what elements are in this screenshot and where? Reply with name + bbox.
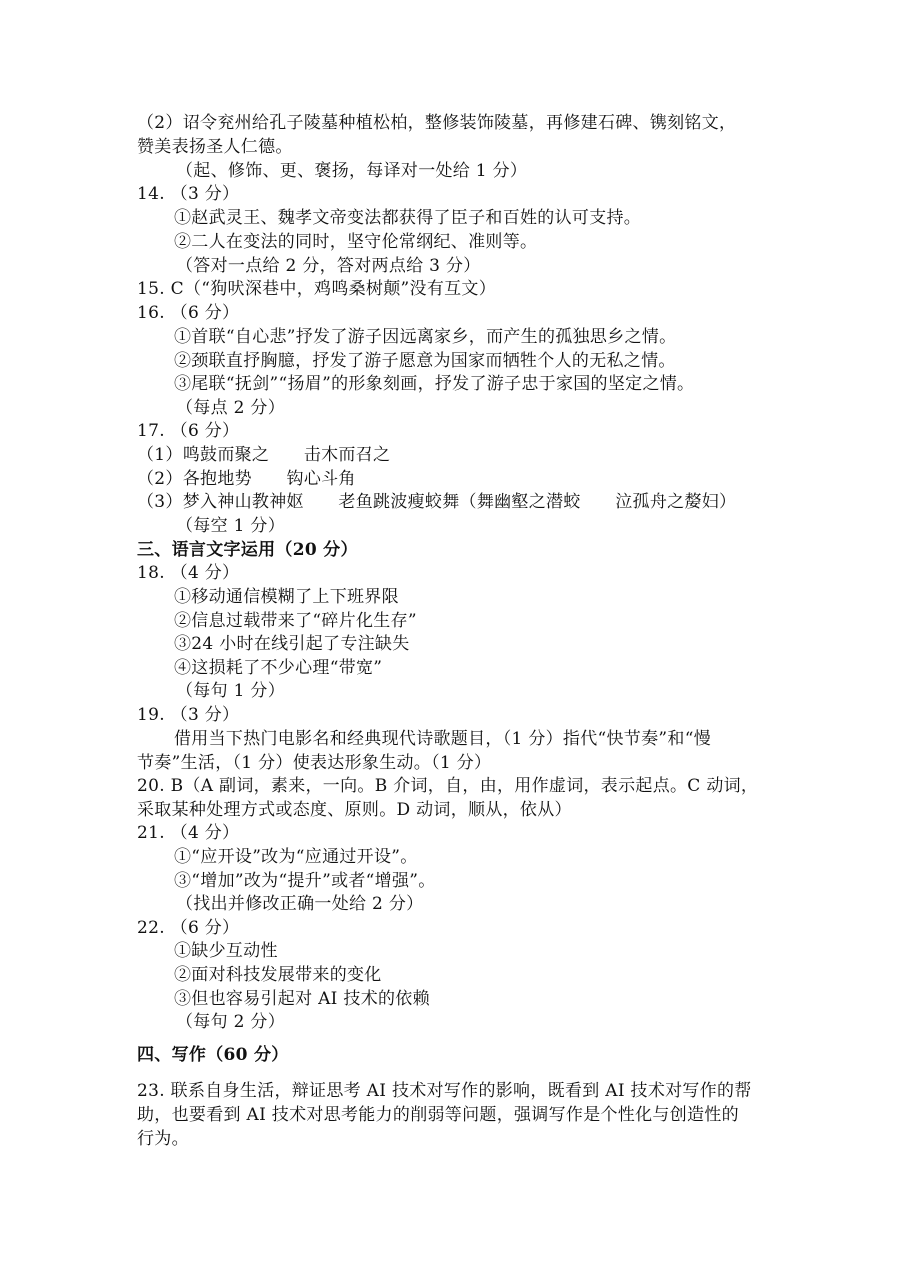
q19-heading: 19. （3 分） [137,705,240,725]
q21-point-3: ③“增加”改为“提升”或者“增强”。 [174,871,436,891]
q17-answer-2: （2）各抱地势 钩心斗角 [137,469,356,489]
q14-point-1: ①赵武灵王、魏孝文帝变法都获得了臣子和百姓的认可支持。 [174,208,642,228]
q22-point-1: ①缺少互动性 [174,941,278,961]
q13-scoring-note: （起、修饰、更、褒扬，每译对一处给 1 分） [176,161,528,181]
q23-answer-line-3: 行为。 [137,1129,189,1149]
q13-answer-2-line-1: （2）诏令兖州给孔子陵墓种植松柏，整修装饰陵墓，再修建石碑、镌刻铭文， [137,113,737,133]
q14-point-2: ②二人在变法的同时，坚守伦常纲纪、准则等。 [174,232,538,252]
q17-heading: 17. （6 分） [137,421,240,441]
q20-answer-line-2: 采取某种处理方式或态度、原则。D 动词，顺从，依从） [137,800,572,820]
q22-point-3: ③但也容易引起对 AI 技术的依赖 [174,989,430,1009]
q18-point-2: ②信息过载带来了“碎片化生存” [174,611,417,631]
q17-answer-3: （3）梦入神山教神妪 老鱼跳波瘦蛟舞（舞幽壑之潜蛟 泣孤舟之嫠妇） [137,492,737,512]
q18-point-1: ①移动通信模糊了上下班界限 [174,587,399,607]
q21-scoring-note: （找出并修改正确一处给 2 分） [176,894,424,914]
section-3-title: 三、语言文字运用（20 分） [137,540,358,560]
q18-scoring-note: （每句 1 分） [176,681,286,701]
q18-point-3: ③24 小时在线引起了专注缺失 [174,634,410,654]
q16-point-2: ②颈联直抒胸臆，抒发了游子愿意为国家而牺牲个人的无私之情。 [174,351,676,371]
q18-point-4: ④这损耗了不少心理“带宽” [174,658,383,678]
q20-answer-line-1: 20. B（A 副词，素来，一向。B 介词，自，由，用作虚词，表示起点。C 动词， [137,776,759,796]
q22-scoring-note: （每句 2 分） [176,1012,286,1032]
q22-heading: 22. （6 分） [137,918,240,938]
q14-scoring-note: （答对一点给 2 分，答对两点给 3 分） [176,256,481,276]
q22-point-2: ②面对科技发展带来的变化 [174,965,382,985]
q17-answer-1: （1）鸣鼓而聚之 击木而召之 [137,445,391,465]
q19-answer-line-1: 借用当下热门电影名和经典现代诗歌题目，（1 分）指代“快节奏”和“慢 [174,729,711,749]
q13-answer-2-line-2: 赞美表扬圣人仁德。 [137,137,293,157]
q17-scoring-note: （每空 1 分） [176,516,286,536]
q16-scoring-note: （每点 2 分） [176,398,286,418]
q15-answer: 15. C（“狗吠深巷中，鸡鸣桑树颠”没有互文） [137,279,497,299]
q21-heading: 21. （4 分） [137,823,240,843]
q23-answer-line-1: 23. 联系自身生活，辩证思考 AI 技术对写作的影响，既看到 AI 技术对写作的帮 [137,1081,752,1101]
q16-point-1: ①首联“自心悲”抒发了游子因远离家乡，而产生的孤独思乡之情。 [174,327,677,347]
q23-answer-line-2: 助，也要看到 AI 技术对思考能力的削弱等问题，强调写作是个性化与创造性的 [137,1105,739,1125]
q19-answer-line-2: 节奏”生活，（1 分）使表达形象生动。（1 分） [137,753,492,773]
section-4-title: 四、写作（60 分） [137,1045,289,1065]
q21-point-1: ①“应开设”改为“应通过开设”。 [174,847,418,867]
q18-heading: 18. （4 分） [137,563,240,583]
q16-heading: 16. （6 分） [137,303,240,323]
q16-point-3: ③尾联“抚剑”“扬眉”的形象刻画，抒发了游子忠于家国的坚定之情。 [174,374,695,394]
q14-heading: 14. （3 分） [137,184,240,204]
